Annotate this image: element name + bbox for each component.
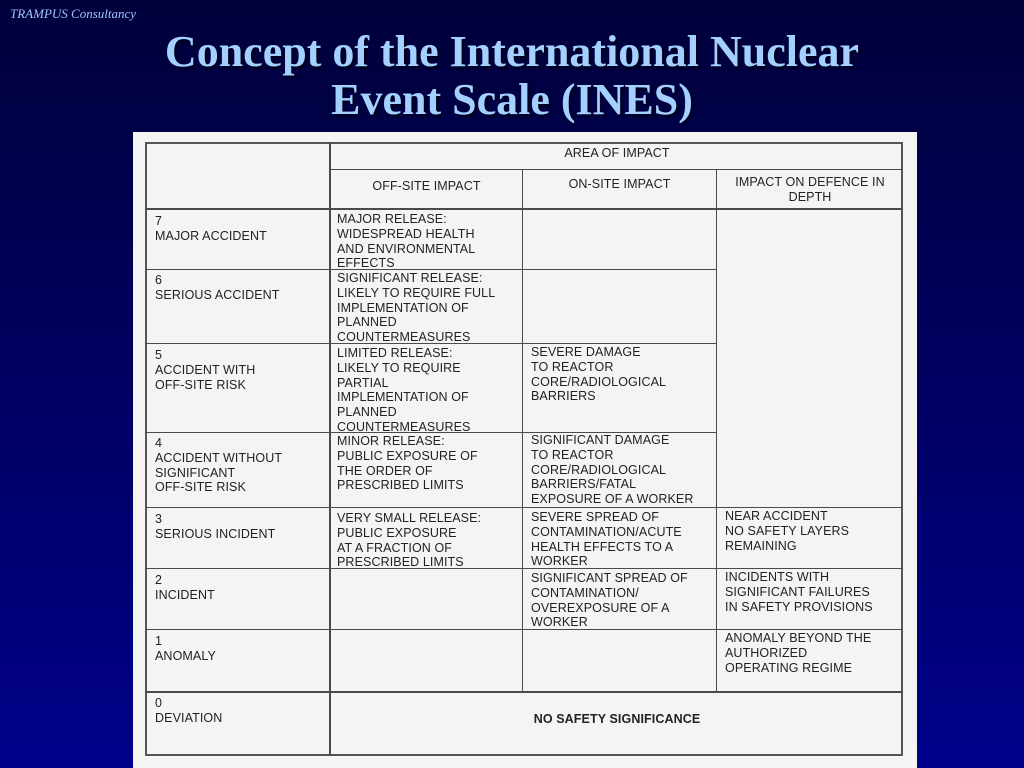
grid-line bbox=[716, 169, 717, 692]
grid-line bbox=[329, 169, 903, 170]
off-site-5: LIMITED RELEASE: LIKELY TO REQUIRE PARTIAL IMPLEMENTATION OF PLANNED COUNTERMEASURES bbox=[337, 346, 471, 434]
level-6: 6 SERIOUS ACCIDENT bbox=[155, 273, 280, 302]
level-4: 4 ACCIDENT WITHOUT SIGNIFICANT OFF-SITE RISK bbox=[155, 436, 283, 495]
on-site-3: SEVERE SPREAD OF CONTAMINATION/ACUTE HEALTH EFFECTS TO A WORKER bbox=[531, 510, 682, 569]
col-header-on-site: ON-SITE IMPACT bbox=[568, 177, 671, 191]
level-5: 5 ACCIDENT WITH OFF-SITE RISK bbox=[155, 348, 256, 392]
level-7: 7 MAJOR ACCIDENT bbox=[155, 214, 267, 243]
title-line-1: Concept of the International Nuclear bbox=[164, 27, 860, 76]
grid-line bbox=[145, 507, 903, 508]
level-0: 0 DEVIATION bbox=[155, 696, 223, 725]
on-site-5: SEVERE DAMAGE TO REACTOR CORE/RADIOLOGICAL BARRIERS bbox=[531, 345, 667, 404]
defence-1: ANOMALY BEYOND THE AUTHORIZED OPERATING REGIME bbox=[725, 631, 872, 675]
off-site-3: VERY SMALL RELEASE: PUBLIC EXPOSURE AT A FRACTION OF PRESCRIBED LIMITS bbox=[337, 511, 482, 570]
on-site-2: SIGNIFICANT SPREAD OF CONTAMINATION/ OVEREXPOSURE OF A WORKER bbox=[531, 571, 688, 630]
slide-title bbox=[0, 28, 1024, 124]
col-header-defence: IMPACT ON DEFENCE IN DEPTH bbox=[735, 175, 885, 204]
grid-line bbox=[329, 142, 331, 756]
grid-line bbox=[145, 208, 903, 210]
ines-table-scan bbox=[133, 132, 917, 768]
level-3: 3 SERIOUS INCIDENT bbox=[155, 512, 276, 541]
title-line-2: Event Scale (INES) bbox=[331, 75, 693, 124]
defence-3: NEAR ACCIDENT NO SAFETY LAYERS REMAINING bbox=[725, 509, 850, 553]
col-header-off-site: OFF-SITE IMPACT bbox=[372, 179, 481, 193]
level-2: 2 INCIDENT bbox=[155, 573, 215, 602]
defence-2: INCIDENTS WITH SIGNIFICANT FAILURES IN SAFETY PROVISIONS bbox=[725, 570, 873, 614]
no-safety-significance: NO SAFETY SIGNIFICANCE bbox=[533, 712, 701, 726]
grid-line bbox=[145, 629, 903, 630]
level-1: 1 ANOMALY bbox=[155, 634, 216, 663]
grid-line bbox=[145, 691, 903, 693]
grid-line bbox=[522, 169, 523, 692]
grid-line bbox=[145, 568, 903, 569]
area-of-impact-header: AREA OF IMPACT bbox=[564, 146, 670, 160]
off-site-6: SIGNIFICANT RELEASE: LIKELY TO REQUIRE FULL IMPLEMENTATION OF PLANNED COUNTERMEASURES bbox=[337, 271, 496, 345]
off-site-7: MAJOR RELEASE: WIDESPREAD HEALTH AND ENVIRONMENTAL EFFECTS bbox=[337, 212, 476, 271]
brand-label: TRAMPUS Consultancy bbox=[10, 6, 137, 21]
on-site-4: SIGNIFICANT DAMAGE TO REACTOR CORE/RADIOLOGICAL BARRIERS/FATAL EXPOSURE OF A WORKER bbox=[531, 433, 694, 507]
off-site-4: MINOR RELEASE: PUBLIC EXPOSURE OF THE ORDER OF PRESCRIBED LIMITS bbox=[337, 434, 478, 493]
